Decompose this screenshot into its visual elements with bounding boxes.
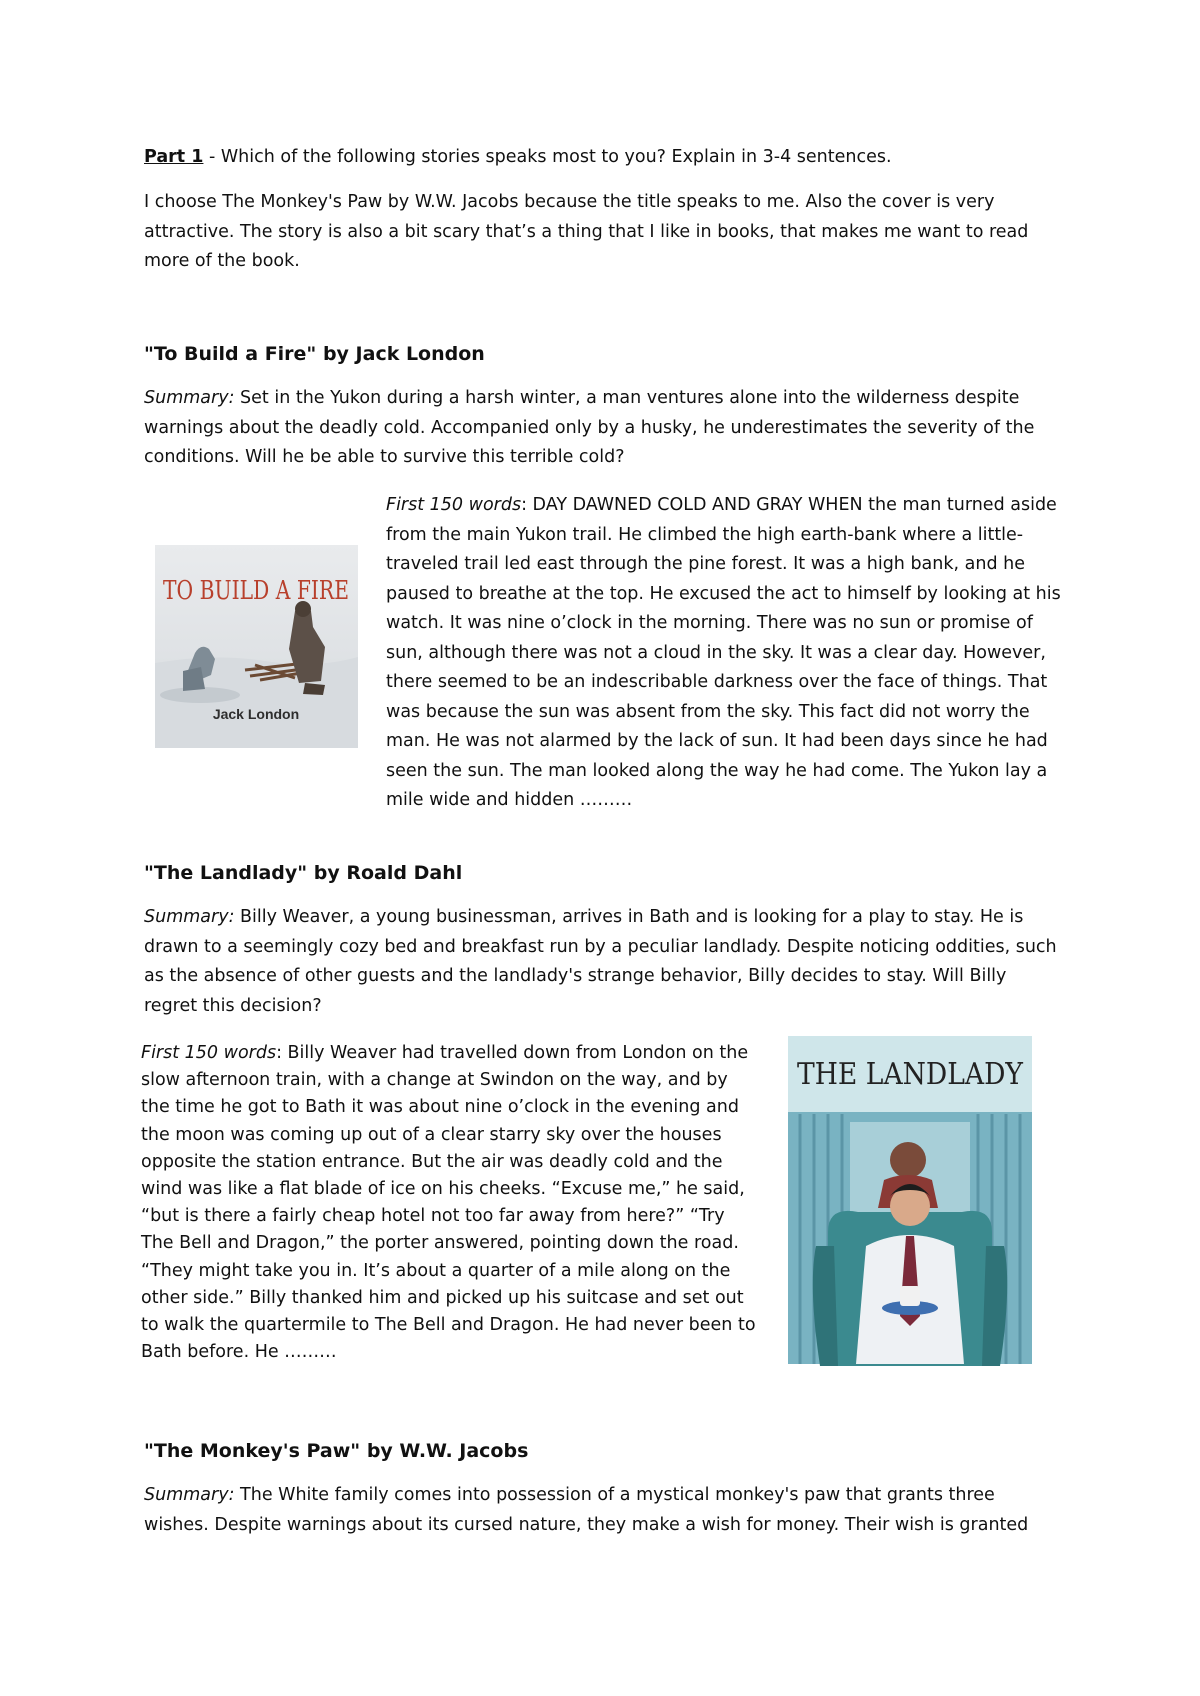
excerpt-text: : Billy Weaver had travelled down from London on the slow afternoon train, with a change at Swindon on the way, and by the time he got to Bath it was about nine o’clock in the evening and the moon was coming up out of a clear starry sky over the houses opposite the station entrance. But the air was deadly cold and the wind was like a flat blade of ice on his cheeks. “Excuse me,” he said, “but is there a fairly cheap hotel not too far away from here?” “Try The Bell and Dragon,” the porter answered, pointing down the road. “They might take you in. It’s about a quarter of a mile along on the other side.” Billy thanked him and picked up his suitcase and set out to walk the quartermile to The Bell and Dragon. He had never been to Bath before. He ……… [141, 1043, 756, 1363]
summary-label: Summary: [144, 1485, 235, 1505]
excerpt-label: First 150 words [141, 1043, 277, 1063]
the-landlady-cover-art [788, 1036, 1032, 1364]
cover-title: THE LANDLADY [797, 1057, 1025, 1092]
summary-text: Billy Weaver, a young businessman, arrives in Bath and is looking for a play to stay. He is drawn to a seemingly cozy bed and breakfast run by a peculiar landlady. Despite noticing oddities, such as the absence of other guests and the landlady's strange behavior, Billy decides to stay. Will Billy regret this decision? [144, 907, 1057, 1016]
cover-author: Jack London [212, 706, 300, 722]
story-excerpt [386, 491, 1062, 816]
to-build-a-fire-cover-art [155, 545, 358, 748]
summary-label: Summary: [144, 388, 235, 408]
story-title: "To Build a Fire" by Jack London [144, 343, 485, 365]
story-title: "The Landlady" by Roald Dahl [144, 862, 463, 884]
story-summary [144, 903, 1064, 1021]
part1-answer: I choose The Monkey's Paw by W.W. Jacobs because the title speaks to me. Also the cover is very attractive. The story is also a bit scary that’s a thing that I like in books, that makes me want to read more of the book. [144, 192, 1029, 271]
summary-label: Summary: [144, 907, 235, 927]
story-title: "The Monkey's Paw" by W.W. Jacobs [144, 1440, 529, 1462]
to-build-a-fire-cover [155, 545, 358, 748]
cover-title: TO BUILD A FIRE [163, 576, 349, 606]
story-excerpt [141, 1040, 761, 1366]
story-summary [144, 1481, 1064, 1540]
story-summary [144, 384, 1064, 473]
the-landlady-cover [788, 1036, 1032, 1364]
excerpt-label: First 150 words [386, 495, 522, 515]
summary-text: The White family comes into possession of a mystical monkey's paw that grants three wishes. Despite warnings about its cursed nature, they make a wish for money. Their wish is granted [144, 1485, 1029, 1535]
part1-question: - Which of the following stories speaks most to you? Explain in 3-4 sentences. [203, 147, 892, 167]
part1-prompt [144, 143, 1074, 173]
summary-text: Set in the Yukon during a harsh winter, a man ventures alone into the wilderness despite warnings about the deadly cold. Accompanied only by a husky, he underestimates the severity of the conditions. Will he be able to survive this terrible cold? [144, 388, 1035, 467]
excerpt-text: : DAY DAWNED COLD AND GRAY WHEN the man turned aside from the main Yukon trail. He climbed the high earth-bank where a little-traveled trail led east through the pine forest. It was a high bank, and he paused to breathe at the top. He excused the act to himself by looking at his watch. It was nine o’clock in the morning. There was no sun or promise of sun, although there was not a cloud in the sky. It was a clear day. However, there seemed to be an indescribable darkness over the face of things. That was because the sun was absent from the sky. This fact did not worry the man. He was not alarmed by the lack of sun. It had been days since he had seen the sun. The man looked along the way he had come. The Yukon lay a mile wide and hidden ……… [386, 495, 1061, 810]
part1-title: Part 1 [144, 147, 204, 167]
